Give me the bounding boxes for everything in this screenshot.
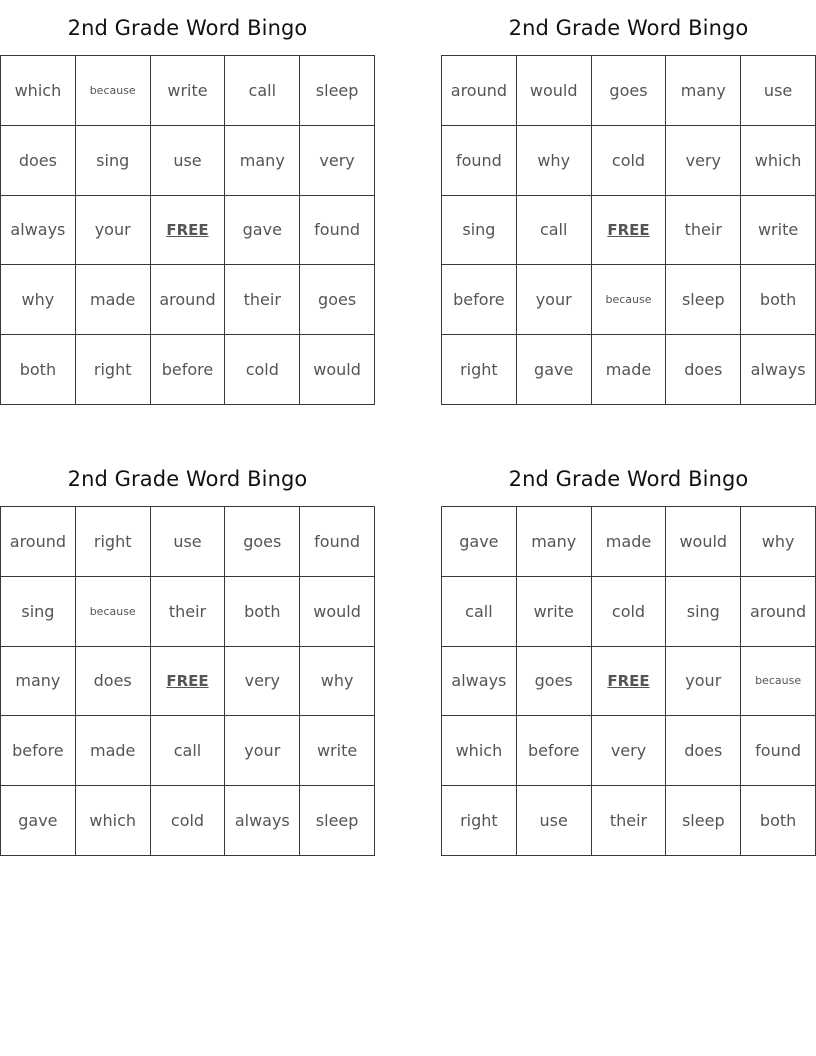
bingo-cell: made [592,335,667,405]
bingo-cell: right [442,335,517,405]
bingo-cell: their [592,786,667,856]
bingo-cell: why [741,507,816,577]
bingo-cell: found [442,126,517,196]
bingo-cell: before [517,716,592,786]
bingo-cell: around [1,507,76,577]
bingo-grid [0,55,375,405]
bingo-cell: call [442,577,517,647]
bingo-cell: gave [442,507,517,577]
bingo-cell: cold [151,786,226,856]
bingo-cell: right [76,507,151,577]
bingo-cell: sing [666,577,741,647]
free-space: FREE [592,196,667,266]
bingo-cell: use [517,786,592,856]
bingo-cell: would [517,56,592,126]
bingo-grid [0,506,375,856]
bingo-cell: which [741,126,816,196]
bingo-cell: would [666,507,741,577]
bingo-cell: would [300,335,375,405]
bingo-cell: because [76,577,151,647]
bingo-cell: why [300,647,375,717]
bingo-cell: sing [76,126,151,196]
bingo-cell: sleep [300,56,375,126]
bingo-cell: which [76,786,151,856]
bingo-cell: does [666,716,741,786]
bingo-cell: because [592,265,667,335]
bingo-cell: goes [517,647,592,717]
card-title: 2nd Grade Word Bingo [67,467,308,491]
bingo-cell: call [151,716,226,786]
bingo-cell: sleep [666,786,741,856]
bingo-cell: cold [225,335,300,405]
bingo-cell: many [225,126,300,196]
bingo-cell: always [225,786,300,856]
bingo-cell: both [1,335,76,405]
bingo-cell: sleep [666,265,741,335]
bingo-cell: use [741,56,816,126]
bingo-cell: why [1,265,76,335]
bingo-cell: their [151,577,226,647]
bingo-cell: write [517,577,592,647]
card-title: 2nd Grade Word Bingo [508,16,749,40]
bingo-cell: cold [592,577,667,647]
bingo-cell: goes [592,56,667,126]
bingo-cell: before [151,335,226,405]
bingo-cell: gave [225,196,300,266]
bingo-cell: would [300,577,375,647]
bingo-cell: always [1,196,76,266]
bingo-cell: both [741,265,816,335]
bingo-cell: call [225,56,300,126]
bingo-cell: your [517,265,592,335]
bingo-cell: your [76,196,151,266]
bingo-cell: made [76,716,151,786]
bingo-card-3 [0,451,375,856]
bingo-cell: sing [442,196,517,266]
bingo-cell: write [300,716,375,786]
bingo-cell: always [741,335,816,405]
bingo-cell: both [225,577,300,647]
bingo-cell: does [666,335,741,405]
bingo-cell: which [442,716,517,786]
bingo-cell: very [592,716,667,786]
bingo-cell: their [225,265,300,335]
bingo-cell: gave [1,786,76,856]
bingo-cell: their [666,196,741,266]
bingo-cell: around [151,265,226,335]
bingo-grid [441,506,816,856]
card-title: 2nd Grade Word Bingo [508,467,749,491]
bingo-cell: very [225,647,300,717]
bingo-cell: goes [225,507,300,577]
bingo-cell: very [666,126,741,196]
bingo-cell: found [300,196,375,266]
bingo-cell: gave [517,335,592,405]
bingo-cell: both [741,786,816,856]
bingo-cell: made [592,507,667,577]
bingo-cell: your [666,647,741,717]
bingo-cell: right [442,786,517,856]
bingo-cell: why [517,126,592,196]
bingo-card-2 [441,0,816,405]
bingo-cell: always [442,647,517,717]
bingo-card-4 [441,451,816,856]
bingo-cell: cold [592,126,667,196]
bingo-cell: use [151,507,226,577]
bingo-cell: sing [1,577,76,647]
free-space: FREE [151,647,226,717]
bingo-cell: before [442,265,517,335]
bingo-cell: right [76,335,151,405]
bingo-card-1 [0,0,375,405]
card-title: 2nd Grade Word Bingo [67,16,308,40]
bingo-cell: many [517,507,592,577]
bingo-cell: found [741,716,816,786]
free-space: FREE [592,647,667,717]
bingo-cell: your [225,716,300,786]
free-space: FREE [151,196,226,266]
bingo-cell: because [741,647,816,717]
bingo-cell: because [76,56,151,126]
bingo-cell: write [741,196,816,266]
bingo-cell: around [442,56,517,126]
bingo-grid [441,55,816,405]
bingo-cell: made [76,265,151,335]
bingo-cell: write [151,56,226,126]
bingo-cell: many [666,56,741,126]
bingo-cell: found [300,507,375,577]
bingo-cell: sleep [300,786,375,856]
bingo-cell: around [741,577,816,647]
bingo-cell: very [300,126,375,196]
bingo-cell: does [1,126,76,196]
bingo-cell: goes [300,265,375,335]
bingo-cell: call [517,196,592,266]
bingo-cell: use [151,126,226,196]
bingo-cell: which [1,56,76,126]
bingo-cell: does [76,647,151,717]
bingo-cell: before [1,716,76,786]
bingo-cell: many [1,647,76,717]
